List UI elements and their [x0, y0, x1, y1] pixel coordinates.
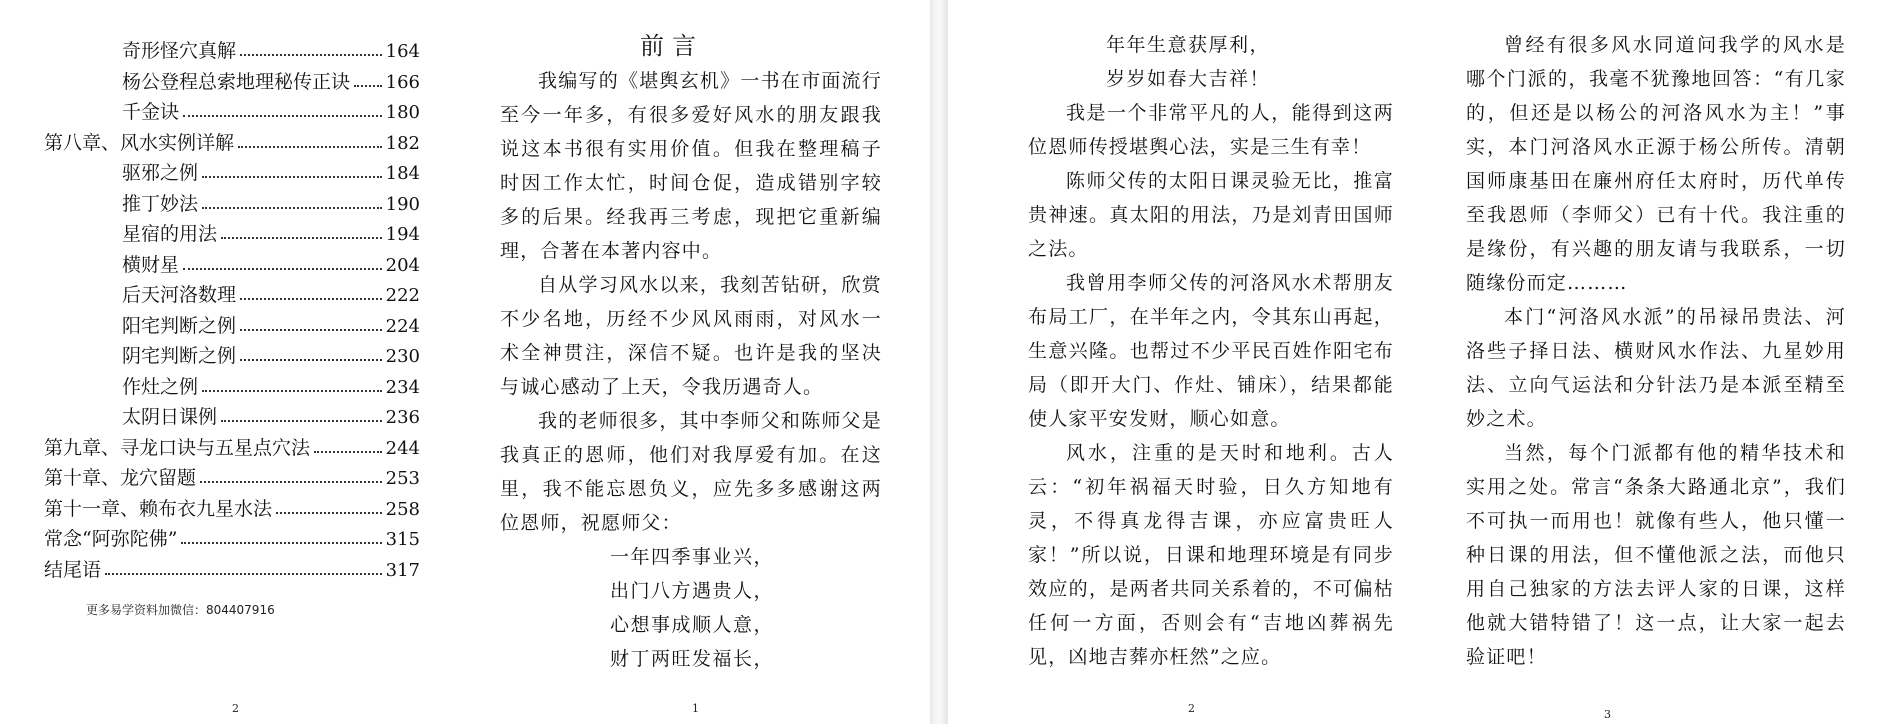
preface-body [500, 64, 882, 540]
verse-line: 岁岁如春大吉祥！ [1106, 68, 1271, 90]
toc-entry-title: 推丁妙法 [122, 192, 199, 215]
toc-entry-title: 横财星 [122, 253, 180, 276]
blessing-verse [610, 540, 774, 676]
toc-entry-page: 258 [385, 498, 420, 520]
toc-entry-page: 166 [385, 71, 420, 93]
toc-entry-title: 阳宅判断之例 [122, 314, 237, 337]
preface-paragraph: 我编写的《堪舆玄机》一书在市面流行至今一年多，有很多爱好风水的朋友跟我说这本书很有实用价值。但我在整理稿子时因工作太忙，时间仓促，造成错别字较多的后果。经我再三考虑，现把它重新编理，合著在本著内容中。 [500, 70, 882, 262]
toc-entry-title: 第十一章、赖布衣九星水法 [44, 497, 273, 520]
toc-entry-page: 194 [385, 224, 420, 245]
toc-leader-dots [202, 176, 382, 178]
verse-line: 年年生意获厚利， [1106, 34, 1271, 56]
book-gutter [930, 0, 948, 724]
toc-entry-title: 第八章、风水实例详解 [44, 131, 235, 154]
toc-leader-dots [240, 359, 382, 361]
preface-heading: 前言 [640, 32, 704, 60]
toc-entry [44, 128, 420, 158]
page-four-body [1466, 28, 1846, 674]
preface-paragraph: 自从学习风水以来，我刻苦钻研，欣赏不少名地，历经不少风风雨雨，对风水一术全神贯注，深信不疑。也许是我的坚决与诚心感动了上天，令我历遇奇人。 [500, 274, 882, 398]
toc-entry [122, 311, 420, 341]
toc-entry [122, 341, 420, 371]
toc-entry [44, 494, 420, 524]
toc-leader-dots [183, 115, 382, 117]
toc-entry-title: 太阴日课例 [122, 406, 218, 428]
toc-page [0, 0, 470, 724]
toc-leader-dots [221, 420, 382, 422]
toc-entry-page: 236 [385, 407, 420, 428]
toc-leader-dots [221, 237, 382, 239]
toc-leader-dots [238, 146, 382, 148]
toc-entry-title: 奇形怪穴真解 [122, 40, 237, 62]
body-paragraph: 我是一个非常平凡的人，能得到这两位恩师传授堪舆心法，实是三生有幸！ [1028, 102, 1394, 158]
preface-page [470, 0, 930, 724]
toc-entry-page: 222 [385, 285, 420, 306]
toc-leader-dots [202, 207, 382, 209]
toc-entry-page: 253 [385, 468, 420, 489]
page-three-body [1028, 96, 1394, 674]
verse-line: 心想事成顺人意， [610, 614, 775, 636]
body-paragraph: 本门“河洛风水派”的吊禄吊贵法、河洛些子择日法、横财风水作法、九星妙用法、立向气运法和分针法乃是本派至精至妙之术。 [1466, 306, 1846, 430]
toc-entry [122, 189, 420, 219]
toc-entry [122, 67, 420, 97]
toc-entry [122, 97, 420, 127]
toc-entry [44, 463, 420, 493]
toc-entry-title: 阴宅判断之例 [122, 345, 237, 367]
toc-entry-page: 184 [385, 163, 420, 184]
toc-entry [122, 372, 420, 402]
toc-entry [122, 250, 420, 280]
toc-entry-title: 作灶之例 [122, 375, 199, 398]
toc-leader-dots [240, 298, 382, 300]
body-paragraph: 风水，注重的是天时和地利。古人云：“初年祸福天时验，日久方知地有灵，不得真龙得吉课，亦应富贵旺人家！”所以说，日课和地理环境是有同步效应的，是两者共同关系着的，不可偏枯任何一方面，否则会有“吉地凶葬祸先见，凶地吉葬亦枉然”之应。 [1028, 442, 1394, 668]
body-paragraph: 曾经有很多风水同道问我学的风水是哪个门派的，我毫不犹豫地回答：“有几家的，但还是以杨公的河洛风水为主！”事实，本门河洛风水正源于杨公所传。清朝国师康基田在廉州府任太府时，历代单传至我恩师（李师父）已有十代。我注重的是缘份，有兴趣的朋友请与我联系，一切随缘份而定……… [1466, 34, 1846, 294]
toc-leader-dots [183, 268, 382, 270]
toc-entry [122, 402, 420, 432]
toc-entry-title: 第十章、龙穴留题 [44, 467, 197, 489]
toc-entry-title: 杨公登程总索地理秘传正诀 [122, 70, 351, 93]
toc-entry-page: 244 [385, 437, 420, 459]
verse-line: 一年四季事业兴， [610, 546, 775, 568]
toc-entry [122, 36, 420, 66]
toc-leader-dots [105, 573, 382, 575]
toc-entry-title: 驱邪之例 [122, 162, 199, 184]
toc-page-number: 2 [232, 702, 239, 715]
text-page-right [1418, 0, 1883, 724]
body-paragraph: 陈师父传的太阳日课灵验无比，推富贵神速。真太阳的用法，乃是刘青田国师之法。 [1028, 170, 1394, 260]
toc-entry [122, 219, 420, 249]
toc-entry-title: 结尾语 [44, 558, 102, 581]
toc-entry [44, 555, 420, 585]
toc-entry-page: 315 [385, 529, 420, 550]
toc-entry [122, 280, 420, 310]
toc-entry [122, 158, 420, 188]
left-spread [0, 0, 930, 724]
toc-entry-page: 182 [385, 132, 420, 154]
toc-entry-page: 230 [385, 346, 420, 367]
preface-paragraph: 我的老师很多，其中李师父和陈师父是我真正的恩师，他们对我厚爱有加。在这里，我不能忘恩负义，应先多多感谢这两位恩师，祝愿师父： [500, 410, 882, 534]
toc-entry [44, 524, 420, 554]
toc-leader-dots [202, 390, 382, 392]
toc-leader-dots [276, 512, 382, 514]
toc-leader-dots [354, 85, 382, 87]
toc-entry-page: 180 [385, 102, 420, 123]
wechat-note: 更多易学资料加微信：804407916 [86, 603, 275, 617]
toc-entry [44, 433, 420, 463]
toc-leader-dots [200, 481, 382, 483]
toc-entry-page: 190 [385, 193, 420, 215]
verse-line: 财丁两旺发福长， [610, 648, 775, 670]
toc-entry-title: 常念“阿弥陀佛” [44, 528, 178, 550]
toc-entry-page: 224 [385, 315, 420, 337]
verse-line: 出门八方遇贵人， [610, 580, 775, 602]
toc-leader-dots [240, 329, 382, 331]
toc-entry-title: 星宿的用法 [122, 223, 218, 245]
body-paragraph: 当然，每个门派都有他的精华技术和实用之处。常言“条条大路通北京”，我们不可执一而用也！就像有些人，他只懂一种日课的用法，但不懂他派之法，而他只用自己独家的方法去评人家的日课，这样他就大错特错了！这一点，让大家一起去验证吧！ [1466, 442, 1846, 668]
right-spread [948, 0, 1883, 724]
toc-entry-page: 234 [385, 376, 420, 398]
toc-entry-page: 164 [385, 41, 420, 62]
toc-entry-page: 204 [385, 254, 420, 276]
toc-leader-dots [240, 54, 382, 56]
toc-leader-dots [314, 451, 382, 453]
toc-leader-dots [181, 542, 381, 544]
toc-entry-page: 317 [385, 559, 420, 581]
text-page-left [948, 0, 1418, 724]
toc-entry-title: 千金诀 [122, 101, 180, 123]
toc-entry-title: 后天河洛数理 [122, 284, 237, 306]
body-paragraph: 我曾用李师父传的河洛风水术帮朋友布局工厂，在半年之内，令其东山再起，生意兴隆。也帮过不少平民百姓作阳宅布局（即开大门、作灶、铺床），结果都能使人家平安发财，顺心如意。 [1028, 272, 1394, 430]
toc-entry-title: 第九章、寻龙口诀与五星点穴法 [44, 436, 311, 459]
page-three-number: 2 [1188, 702, 1195, 715]
preface-page-number: 1 [692, 702, 699, 715]
page-four-number: 3 [1604, 708, 1611, 721]
verse-continuation [1106, 28, 1270, 96]
